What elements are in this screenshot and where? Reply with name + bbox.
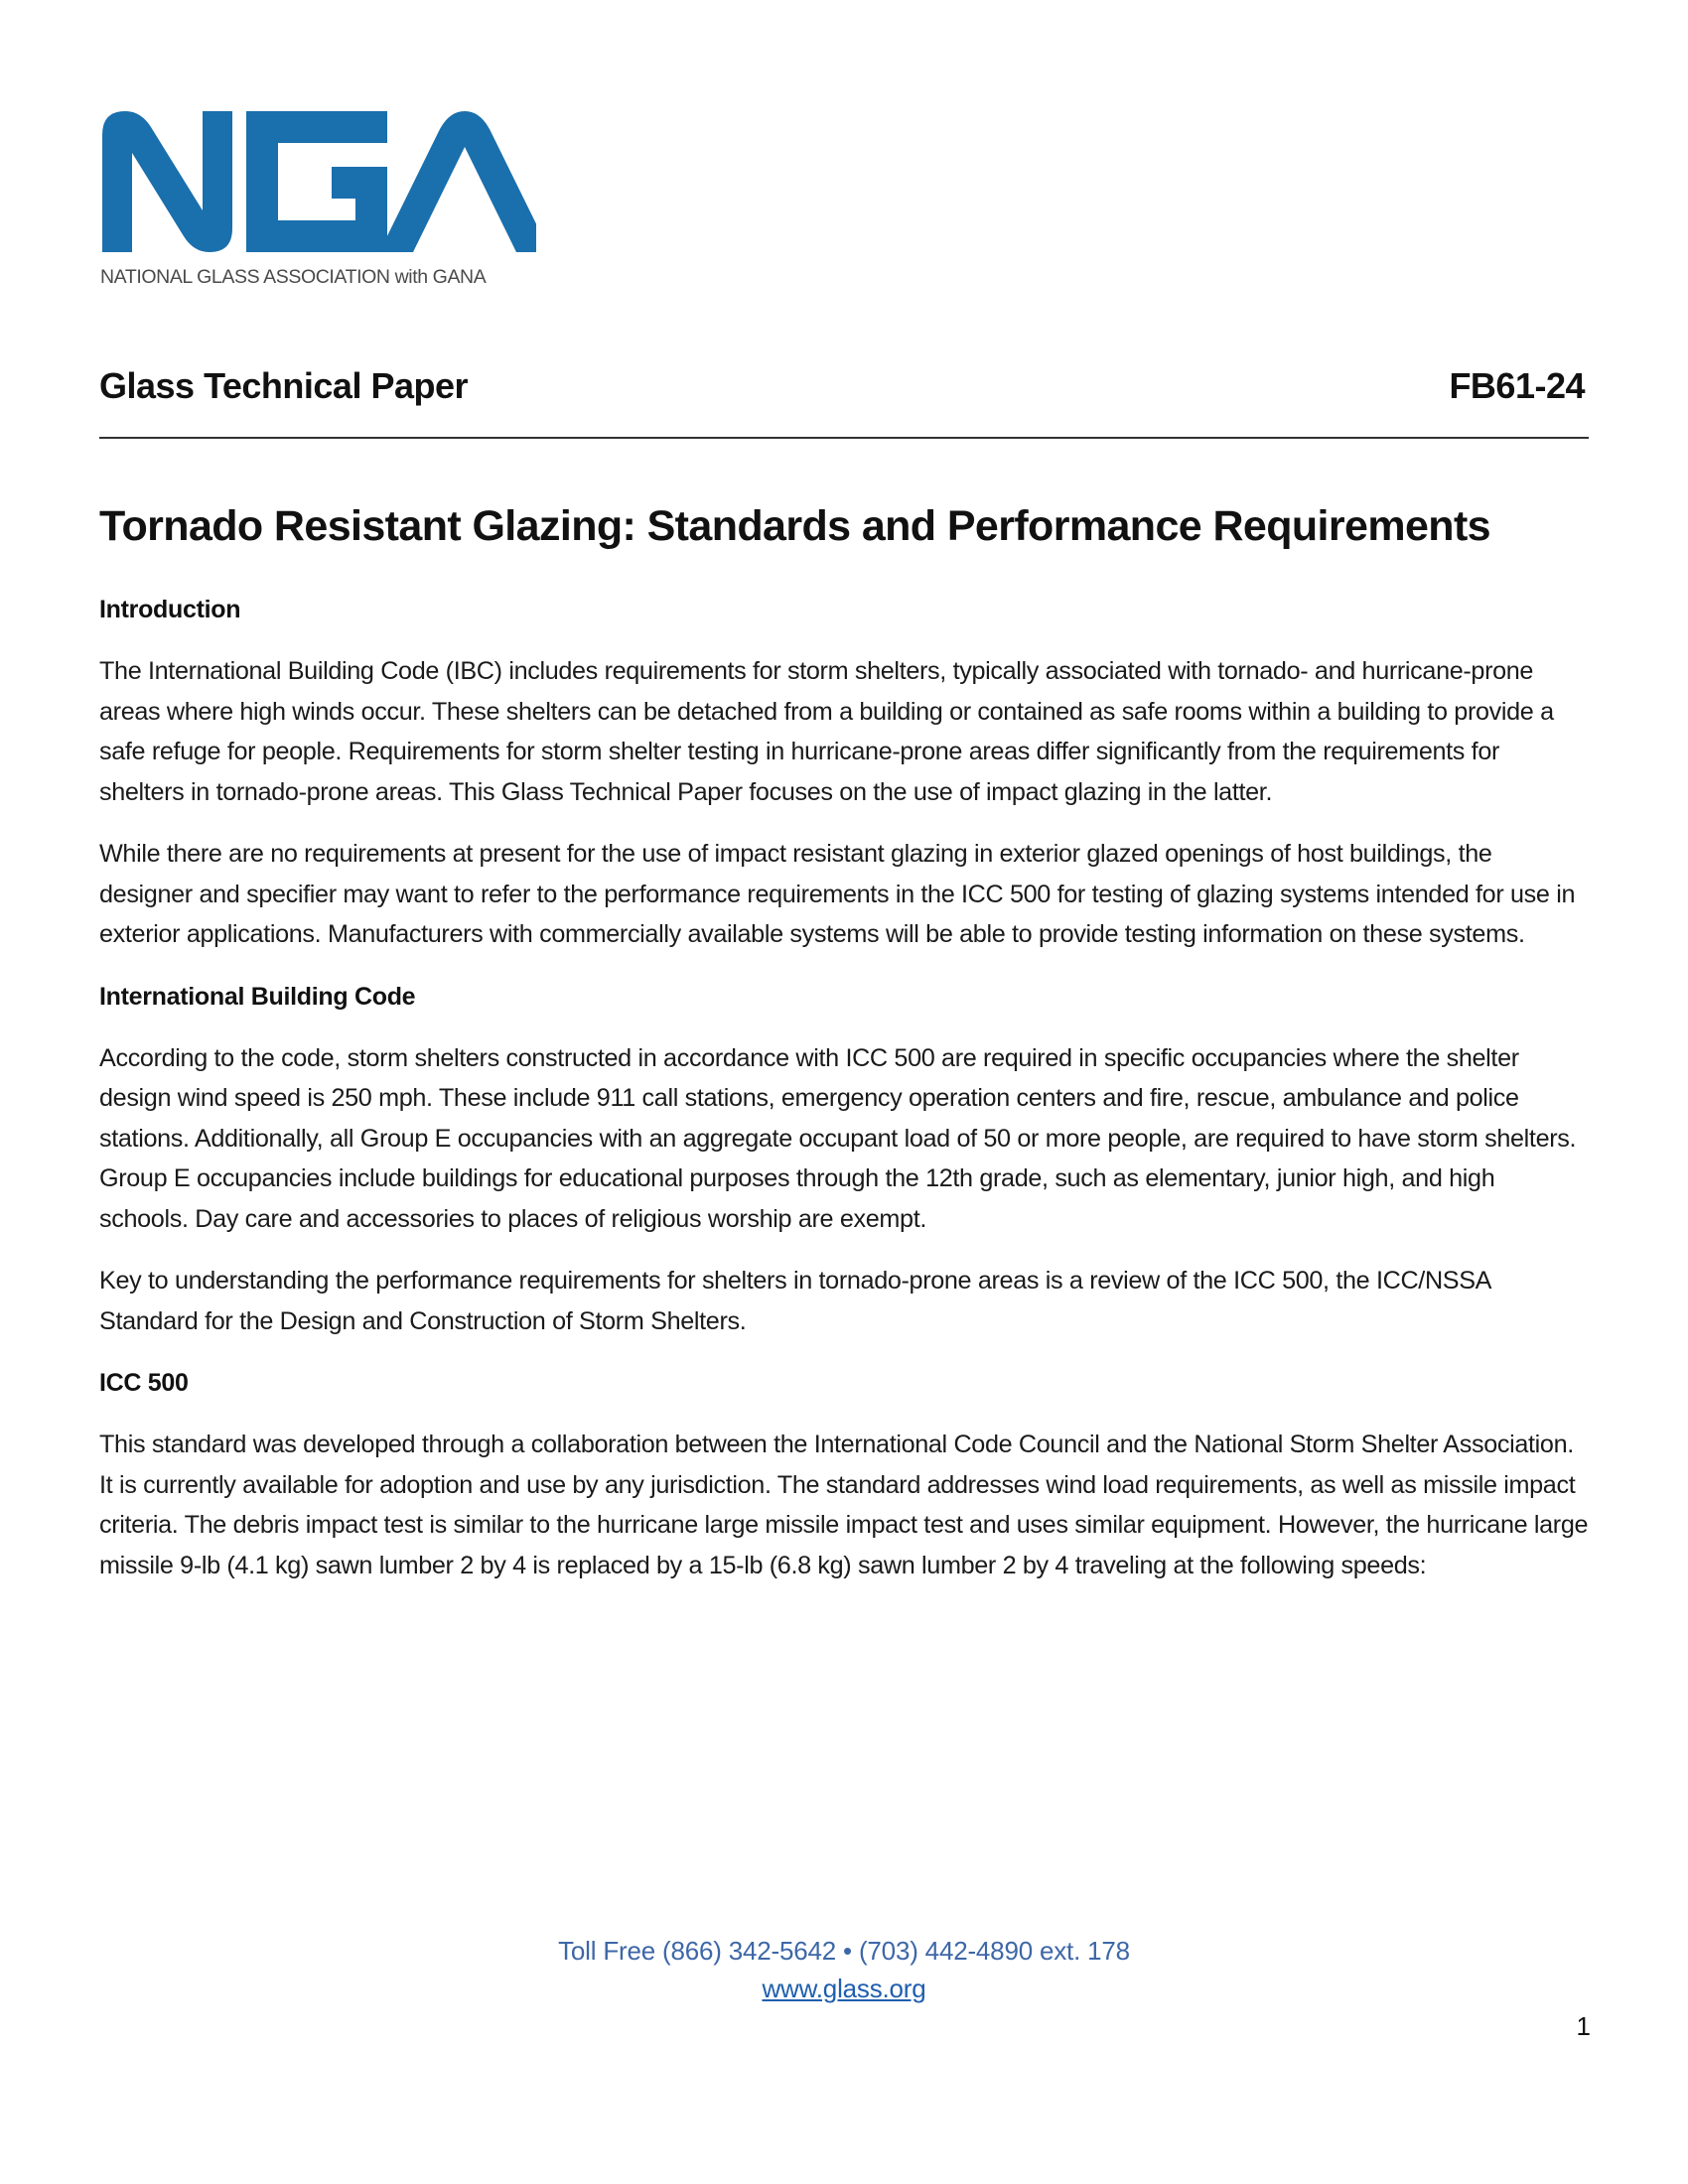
section-heading: ICC 500 <box>99 1369 189 1397</box>
section-heading: Introduction <box>99 596 241 623</box>
nga-logo <box>99 107 536 291</box>
footer-contact: Toll Free (866) 342-5642 • (703) 442-4890 ext. 178 <box>558 1936 1130 1966</box>
paragraph: Key to understanding the performance requirements for shelters in tornado-prone areas is a review of the ICC 500, the ICC/NSSA Standard for the Design and Construction of Storm Shelters. <box>99 1267 1490 1335</box>
page-title: Tornado Resistant Glazing: Standards and Performance Requirements <box>99 502 1490 550</box>
paragraph: According to the code, storm shelters constructed in accordance with ICC 500 are required in specific occupancies where the shelter design wind speed is 250 mph. These include 911 call stations, emergency operation centers and fire, rescue, ambulance and police stations. Additionally, all Group E occupancies with an aggregate occupant load of 50 or more people, are required to have storm shelters. Group E occupancies include buildings for educational purposes through the 12th grade, such as elementary, junior high, and high schools. Day care and accessories to places of religious worship are exempt. <box>99 1043 1577 1233</box>
page-number: 1 <box>1576 2011 1591 2041</box>
section-introduction <box>99 590 1589 955</box>
website-link[interactable]: www.glass.org <box>762 1974 926 2003</box>
paragraph: While there are no requirements at present for the use of impact resistant glazing in exterior glazed openings of host buildings, the designer and specifier may want to refer to the performance requirements in the ICC 500 for testing of glazing systems intended for use in exterior applications. Manufacturers with commercially available systems will be able to provide testing information on these systems. <box>99 840 1576 948</box>
header-divider <box>99 437 1589 439</box>
document-code: FB61-24 <box>1449 365 1585 406</box>
section-heading: International Building Code <box>99 982 416 1011</box>
document-type: Glass Technical Paper <box>99 365 469 406</box>
document-body <box>99 590 1589 1607</box>
nga-logo-mark <box>99 107 536 291</box>
section-international-building-code <box>99 977 1589 1342</box>
paragraph: The International Building Code (IBC) includes requirements for storm shelters, typically associated with tornado- and hurricane-prone areas where high winds occur. These shelters can be detached from a building or contained as safe rooms within a building to provide a safe refuge for people. Requirements for storm shelter testing in hurricane-prone areas differ significantly from the requirements for shelters in tornado-prone areas. This Glass Technical Paper focuses on the use of impact glazing in the latter. <box>99 657 1554 806</box>
paragraph: This standard was developed through a collaboration between the International Code Council and the National Storm Shelter Association. It is currently available for adoption and use by any jurisdiction. The standard addresses wind load requirements, as well as missile impact criteria. The debris impact test is similar to the hurricane large missile impact test and uses similar equipment. However, the hurricane large missile 9-lb (4.1 kg) sawn lumber 2 by 4 is replaced by a 15-lb (6.8 kg) sawn lumber 2 by 4 traveling at the following speeds: <box>99 1431 1589 1579</box>
footer-link-row <box>0 1974 1688 2004</box>
logo-tagline: NATIONAL GLASS ASSOCIATION with GANA <box>100 266 487 288</box>
section-icc-500 <box>99 1363 1589 1585</box>
